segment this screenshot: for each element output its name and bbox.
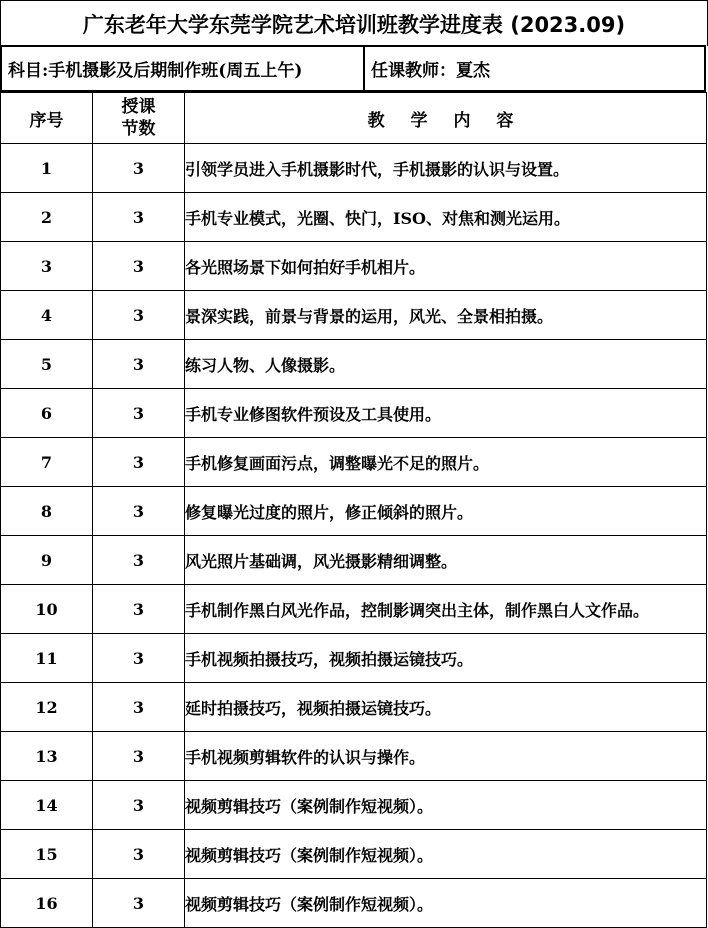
row-number: 7 <box>1 438 93 487</box>
row-number: 15 <box>1 830 93 879</box>
row-sessions: 3 <box>93 144 185 193</box>
table-row <box>1 732 707 781</box>
row-content: 视频剪辑技巧（案例制作短视频）。 <box>185 781 707 830</box>
table-row <box>1 634 707 683</box>
row-number: 1 <box>1 144 93 193</box>
row-sessions: 3 <box>93 830 185 879</box>
row-content: 修复曝光过度的照片，修正倾斜的照片。 <box>185 487 707 536</box>
row-sessions: 3 <box>93 536 185 585</box>
schedule-table <box>0 92 707 928</box>
row-content: 手机专业模式，光圈、快门，ISO、对焦和测光运用。 <box>185 193 707 242</box>
header-sessions-line1: 授课 <box>121 97 156 117</box>
row-sessions: 3 <box>93 683 185 732</box>
table-row <box>1 585 707 634</box>
row-sessions: 3 <box>93 438 185 487</box>
row-content: 各光照场景下如何拍好手机相片。 <box>185 242 707 291</box>
table-row <box>1 781 707 830</box>
row-number: 9 <box>1 536 93 585</box>
row-number: 14 <box>1 781 93 830</box>
row-sessions: 3 <box>93 291 185 340</box>
row-sessions: 3 <box>93 193 185 242</box>
table-row <box>1 536 707 585</box>
row-content: 风光照片基础调，风光摄影精细调整。 <box>185 536 707 585</box>
row-number: 5 <box>1 340 93 389</box>
row-number: 8 <box>1 487 93 536</box>
row-sessions: 3 <box>93 487 185 536</box>
row-sessions: 3 <box>93 242 185 291</box>
row-content: 手机视频拍摄技巧，视频拍摄运镜技巧。 <box>185 634 707 683</box>
row-sessions: 3 <box>93 732 185 781</box>
table-row <box>1 438 707 487</box>
row-number: 12 <box>1 683 93 732</box>
subject-label: 科目:手机摄影及后期制作班(周五上午) <box>2 47 365 90</box>
row-content: 手机视频剪辑软件的认识与操作。 <box>185 732 707 781</box>
header-sessions-line2: 节数 <box>121 119 156 139</box>
table-row <box>1 879 707 928</box>
sheet-title: 广东老年大学东莞学院艺术培训班教学进度表 (2023.09) <box>0 0 708 46</box>
row-sessions: 3 <box>93 585 185 634</box>
row-sessions: 3 <box>93 340 185 389</box>
header-sessions <box>93 93 185 144</box>
row-sessions: 3 <box>93 781 185 830</box>
row-number: 2 <box>1 193 93 242</box>
header-index: 序号 <box>1 93 93 144</box>
row-number: 3 <box>1 242 93 291</box>
row-number: 4 <box>1 291 93 340</box>
row-number: 6 <box>1 389 93 438</box>
row-number: 16 <box>1 879 93 928</box>
row-content: 手机制作黑白风光作品，控制影调突出主体，制作黑白人文作品。 <box>185 585 707 634</box>
table-row <box>1 193 707 242</box>
row-sessions: 3 <box>93 634 185 683</box>
row-content: 手机专业修图软件预设及工具使用。 <box>185 389 707 438</box>
row-sessions: 3 <box>93 389 185 438</box>
row-number: 11 <box>1 634 93 683</box>
row-number: 13 <box>1 732 93 781</box>
row-content: 视频剪辑技巧（案例制作短视频）。 <box>185 879 707 928</box>
row-sessions: 3 <box>93 879 185 928</box>
row-number: 10 <box>1 585 93 634</box>
table-row <box>1 683 707 732</box>
row-content: 景深实践，前景与背景的运用，风光、全景相拍摄。 <box>185 291 707 340</box>
row-content: 引领学员进入手机摄影时代，手机摄影的认识与设置。 <box>185 144 707 193</box>
header-content: 教 学 内 容 <box>185 93 707 144</box>
table-row <box>1 242 707 291</box>
row-content: 练习人物、人像摄影。 <box>185 340 707 389</box>
row-content: 视频剪辑技巧（案例制作短视频）。 <box>185 830 707 879</box>
row-content: 延时拍摄技巧，视频拍摄运镜技巧。 <box>185 683 707 732</box>
row-content: 手机修复画面污点，调整曝光不足的照片。 <box>185 438 707 487</box>
table-row <box>1 389 707 438</box>
table-row <box>1 487 707 536</box>
teacher-label: 任课教师：夏杰 <box>371 61 490 81</box>
header-row <box>1 93 707 144</box>
table-row <box>1 340 707 389</box>
info-row <box>0 45 706 92</box>
table-row <box>1 144 707 193</box>
table-row <box>1 830 707 879</box>
table-row <box>1 291 707 340</box>
